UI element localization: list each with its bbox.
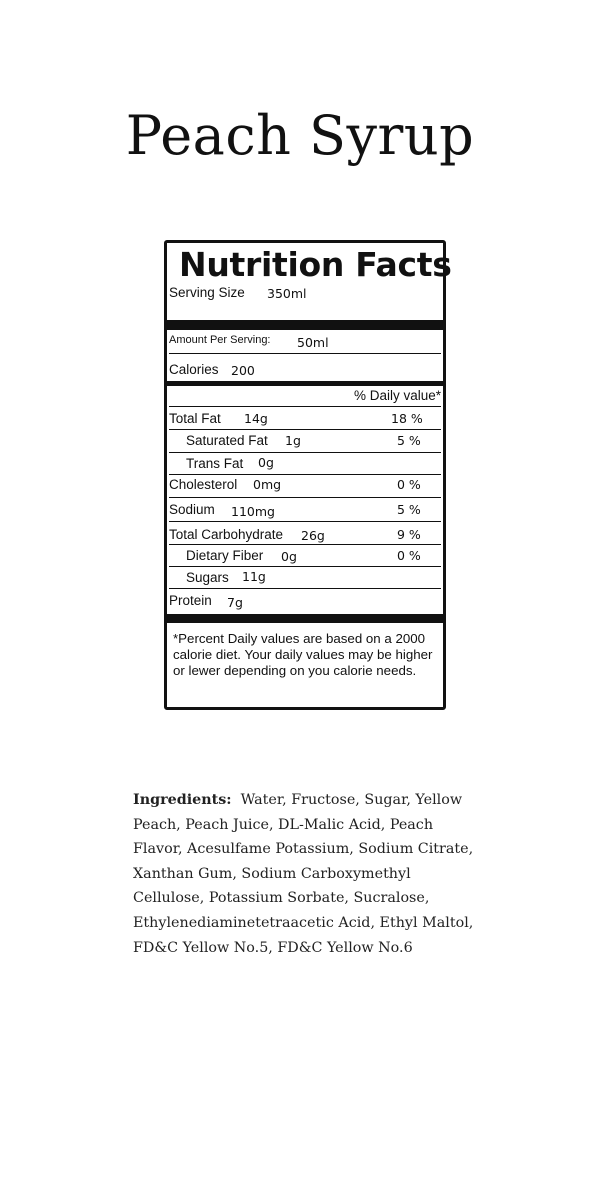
medium-divider	[167, 381, 443, 386]
divider	[169, 353, 441, 354]
daily-values-footnote: *Percent Daily values are based on a 2000 calorie diet. Your daily values may be higher or lewer depending on you calorie needs.	[173, 631, 433, 678]
cholesterol-dv: 0 %	[397, 477, 421, 492]
protein-label: Protein	[169, 593, 212, 608]
saturated-fat-amount: 1g	[285, 433, 301, 448]
dietary-fiber-dv: 0 %	[397, 548, 421, 563]
divider	[169, 474, 441, 475]
cholesterol-amount: 0mg	[253, 477, 282, 492]
sugars-amount: 11g	[242, 569, 266, 584]
thick-divider-top	[167, 320, 443, 330]
protein-amount: 7g	[227, 595, 243, 610]
saturated-fat-dv: 5 %	[397, 433, 421, 448]
trans-fat-amount: 0g	[258, 455, 274, 470]
saturated-fat-label: Saturated Fat	[186, 433, 268, 448]
sodium-label: Sodium	[169, 502, 215, 517]
total-fat-label: Total Fat	[169, 411, 221, 426]
divider	[169, 566, 441, 567]
divider	[169, 452, 441, 453]
total-carbohydrate-dv: 9 %	[397, 527, 421, 542]
divider	[169, 406, 441, 407]
amount-per-serving-label: Amount Per Serving:	[169, 334, 271, 346]
serving-size-label: Serving Size	[169, 285, 245, 300]
divider	[169, 429, 441, 430]
ingredients-list	[133, 792, 473, 956]
ingredients-block	[133, 788, 483, 960]
total-carbohydrate-amount: 26g	[301, 528, 325, 543]
dietary-fiber-label: Dietary Fiber	[186, 548, 264, 563]
ingredients-label: Ingredients:	[133, 792, 232, 808]
ingredients-text: Water, Fructose, Sugar, Yellow Peach, Peach Juice, DL-Malic Acid, Peach Flavor, Acesulfame Potassium, Sodium Citrate, Xanthan Gum, Sodium Carboxymethyl Cellulose, Potassium Sorbate, Sucralose, Ethylenediaminetetraacetic Acid, Ethyl Maltol, FD&C Yellow No.5, FD&C Yellow No.6	[133, 792, 474, 956]
calories-value: 200	[231, 363, 255, 378]
total-carbohydrate-label: Total Carbohydrate	[169, 527, 284, 542]
calories-label: Calories	[169, 362, 219, 377]
sugars-label: Sugars	[186, 570, 229, 585]
daily-value-header: % Daily value*	[353, 388, 441, 403]
amount-per-serving-value: 50ml	[297, 335, 329, 350]
trans-fat-label: Trans Fat	[186, 456, 244, 471]
cholesterol-label: Cholesterol	[169, 477, 238, 492]
nutrition-facts-heading: Nutrition Facts	[179, 245, 452, 284]
sodium-dv: 5 %	[397, 502, 421, 517]
total-fat-dv: 18 %	[391, 411, 423, 426]
sodium-amount: 110mg	[231, 504, 275, 519]
total-fat-amount: 14g	[244, 411, 268, 426]
dietary-fiber-amount: 0g	[281, 549, 297, 564]
divider	[169, 544, 441, 545]
divider	[169, 588, 441, 589]
thick-divider-bottom	[167, 614, 443, 623]
nutrition-facts-label	[164, 240, 452, 710]
product-title: Peach Syrup	[125, 104, 475, 167]
divider	[169, 497, 441, 498]
divider	[169, 521, 441, 522]
serving-size-value: 350ml	[267, 286, 307, 301]
